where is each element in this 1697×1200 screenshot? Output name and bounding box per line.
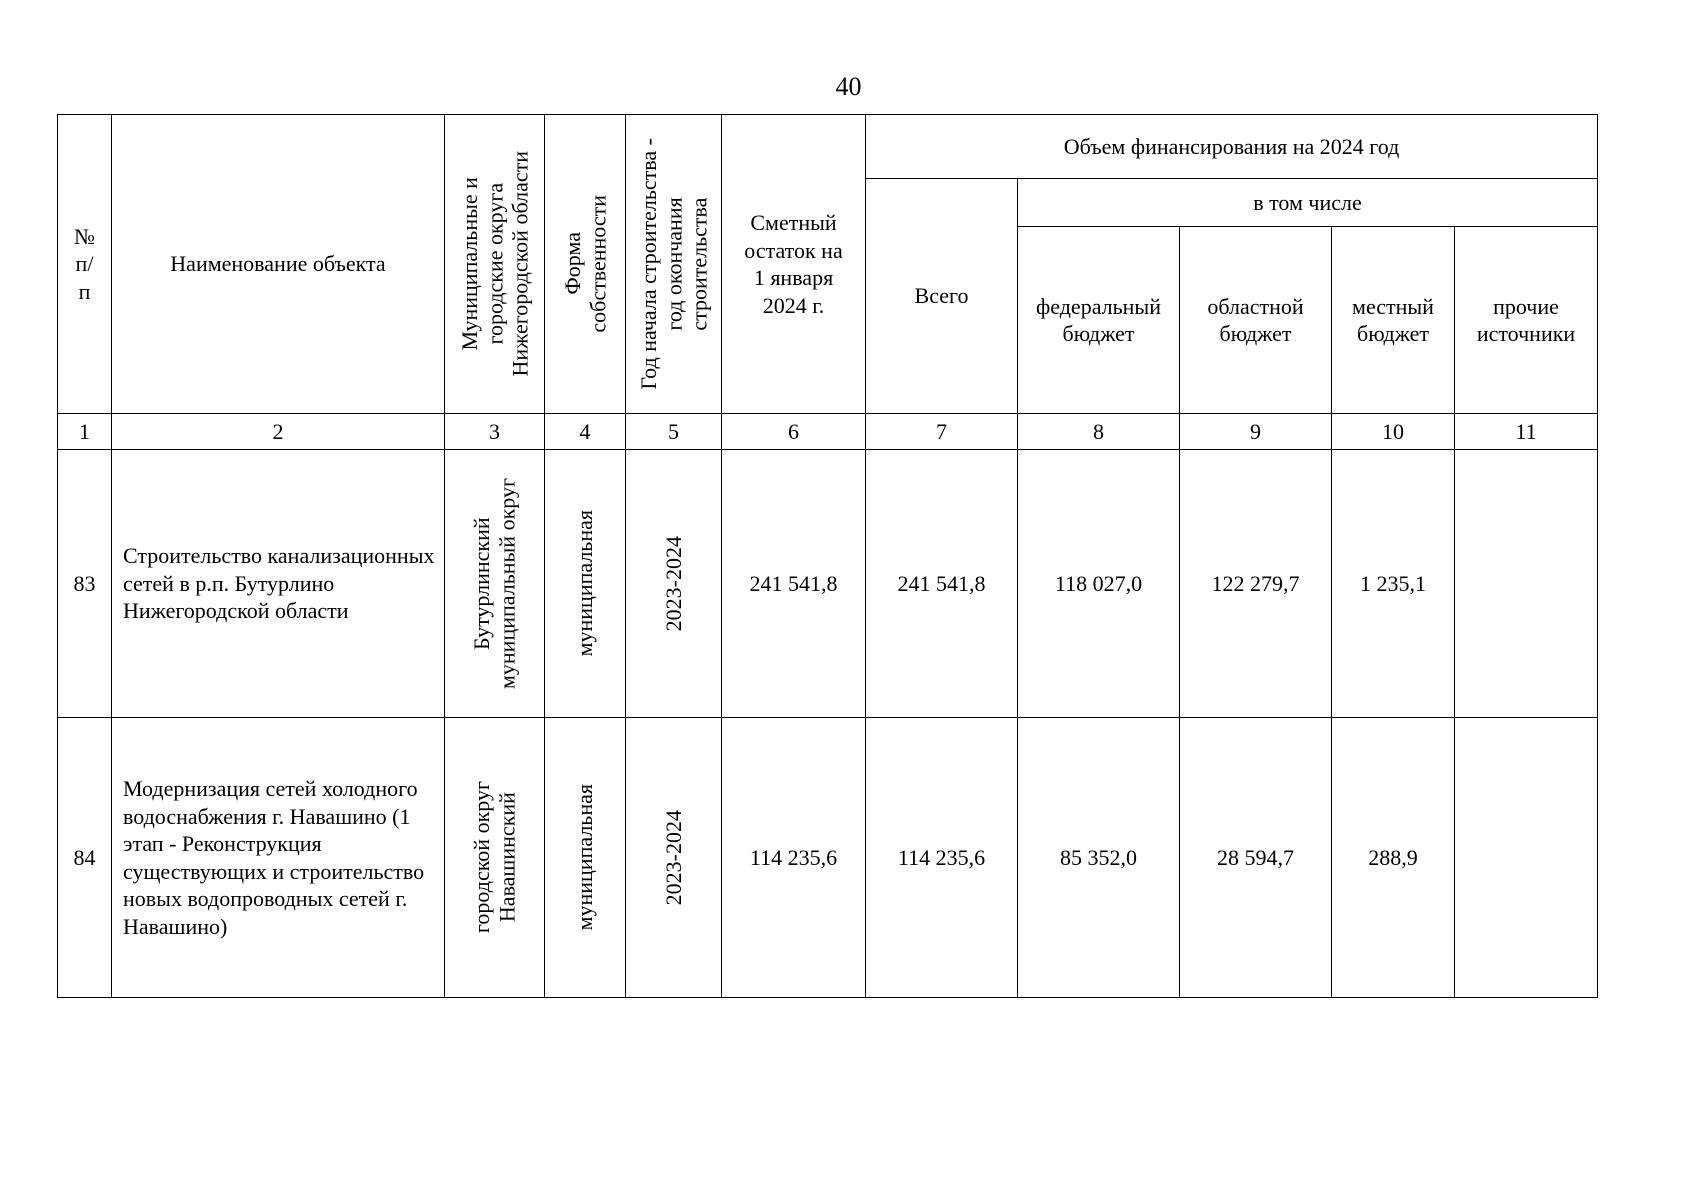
header-financing-title: Объем финансирования на 2024 год: [866, 115, 1598, 179]
column-number: 8: [1018, 414, 1180, 450]
row-municipality: [445, 718, 545, 998]
column-number: 9: [1180, 414, 1332, 450]
header-ownership: [545, 115, 626, 414]
row-regional: 122 279,7: [1180, 450, 1332, 718]
header-total: Всего: [866, 179, 1018, 414]
column-number: 3: [445, 414, 545, 450]
header-balance: Сметный остаток на 1 января 2024 г.: [722, 115, 866, 414]
header-name: Наименование объекта: [112, 115, 445, 414]
header-years-text: Год начала строительства - год окончания строительства: [635, 138, 712, 390]
header-including: в том числе: [1018, 179, 1598, 227]
row-ownership-text: муниципальная: [572, 510, 598, 657]
row-municipality-text: Бутурлинский муниципальный округ: [469, 477, 520, 689]
row-total: 114 235,6: [866, 718, 1018, 998]
header-years: [626, 115, 722, 414]
row-municipality: [445, 450, 545, 718]
column-number: 2: [112, 414, 445, 450]
column-number: 4: [545, 414, 626, 450]
row-years-text: 2023-2024: [660, 809, 686, 906]
row-years-text: 2023-2024: [660, 535, 686, 632]
header-regional: областной бюджет: [1180, 227, 1332, 414]
column-number: 11: [1455, 414, 1598, 450]
column-number: 7: [866, 414, 1018, 450]
table-row: [58, 450, 1598, 718]
row-years: [626, 450, 722, 718]
column-number-row: [58, 414, 1598, 450]
column-number: 5: [626, 414, 722, 450]
row-ownership: [545, 450, 626, 718]
header-municipality: [445, 115, 545, 414]
row-balance: 241 541,8: [722, 450, 866, 718]
header-municipality-text: Муниципальные и городские округа Нижегородской области: [456, 151, 533, 377]
row-years: [626, 718, 722, 998]
row-local: 1 235,1: [1332, 450, 1455, 718]
header-federal: федеральный бюджет: [1018, 227, 1180, 414]
column-number: 10: [1332, 414, 1455, 450]
row-total: 241 541,8: [866, 450, 1018, 718]
column-number: 6: [722, 414, 866, 450]
header-num: № п/ п: [58, 115, 112, 414]
row-num: 83: [58, 450, 112, 718]
row-name: Модернизация сетей холодного водоснабжения г. Навашино (1 этап - Реконструкция существующих и строительство новых водопроводных сетей г. Навашино): [112, 718, 445, 998]
row-municipality-text: городской округ Навашинский: [469, 781, 520, 934]
row-federal: 85 352,0: [1018, 718, 1180, 998]
row-ownership: [545, 718, 626, 998]
table-row: [58, 718, 1598, 998]
header-ownership-text: Форма собственности: [559, 195, 610, 333]
row-other: [1455, 718, 1598, 998]
financing-table: [57, 114, 1598, 998]
header-local: местный бюджет: [1332, 227, 1455, 414]
row-federal: 118 027,0: [1018, 450, 1180, 718]
row-regional: 28 594,7: [1180, 718, 1332, 998]
column-number: 1: [58, 414, 112, 450]
row-num: 84: [58, 718, 112, 998]
page-number: 40: [835, 72, 862, 101]
row-balance: 114 235,6: [722, 718, 866, 998]
row-other: [1455, 450, 1598, 718]
row-name: Строительство канализационных сетей в р.п. Бутурлино Нижегородской области: [112, 450, 445, 718]
row-local: 288,9: [1332, 718, 1455, 998]
header-other: прочие источники: [1455, 227, 1598, 414]
row-ownership-text: муниципальная: [572, 784, 598, 931]
